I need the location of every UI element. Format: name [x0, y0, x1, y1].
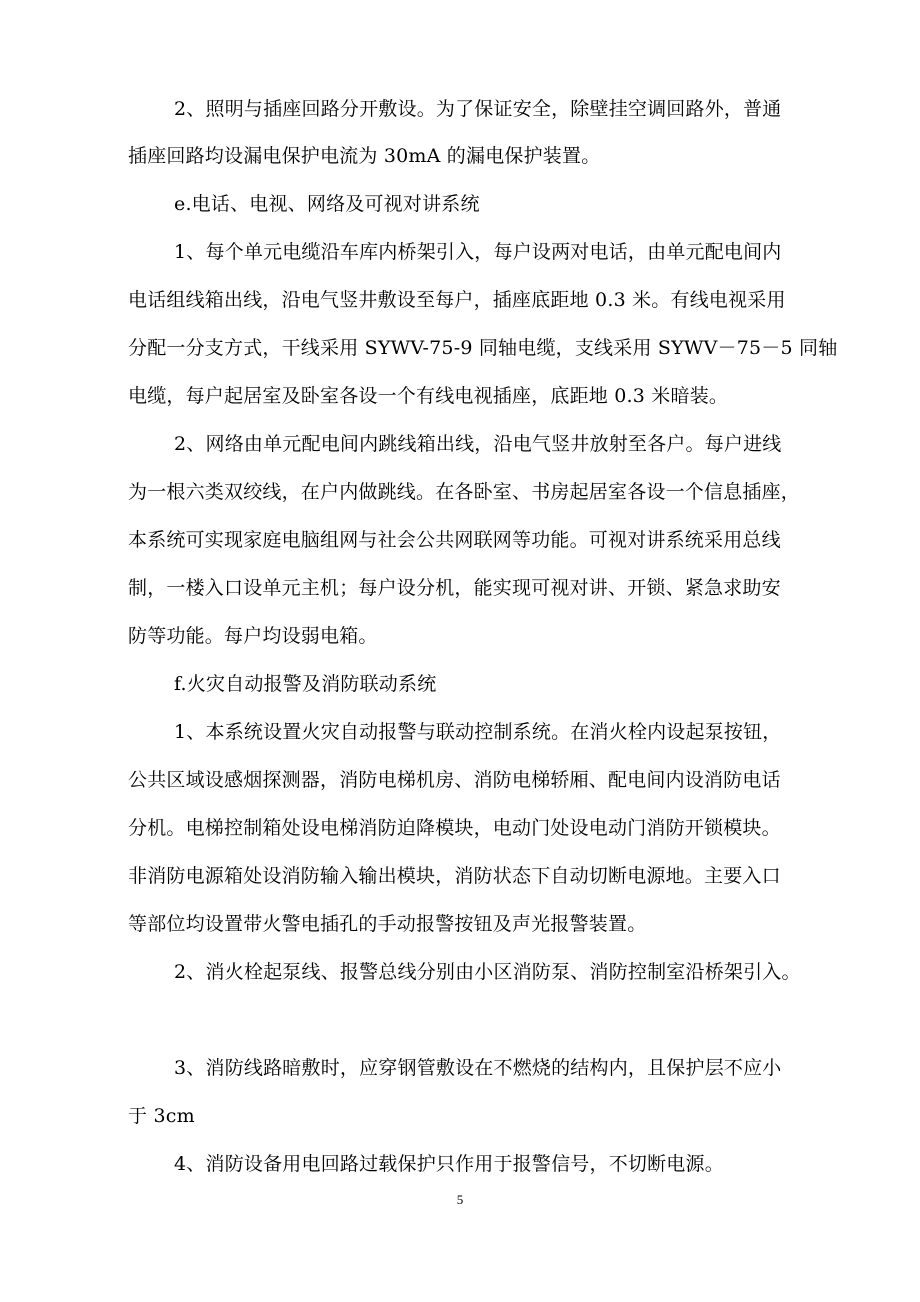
paragraph-line: 等部位均设置带火警电插孔的手动报警按钮及声光报警装置。 [128, 913, 647, 935]
paragraph-line: 本系统可实现家庭电脑组网与社会公共网联网等功能。可视对讲系统采用总线 [128, 529, 781, 551]
paragraph-line: 制，一楼入口设单元主机；每户设分机，能实现可视对讲、开锁、紧急求助安 [128, 577, 781, 599]
paragraph-line: 分配一分支方式，干线采用 SYWV-75-9 同轴电缆，支线采用 SYWV－75－5 同轴 [128, 337, 838, 359]
paragraph-line: 电话组线箱出线，沿电气竖井敷设至每户，插座底距地 0.3 米。有线电视采用 [128, 289, 786, 311]
section-heading-e: e.电话、电视、网络及可视对讲系统 [174, 193, 480, 215]
section-heading-f: f.火灾自动报警及消防联动系统 [174, 673, 437, 695]
paragraph-line: 2、照明与插座回路分开敷设。为了保证安全，除壁挂空调回路外，普通 [174, 98, 782, 120]
paragraph-line: 1、本系统设置火灾自动报警与联动控制系统。在消火栓内设起泵按钮， [174, 721, 782, 743]
page-number: 5 [456, 1192, 464, 1207]
paragraph-line: 分机。电梯控制箱处设电梯消防迫降模块，电动门处设电动门消防开锁模块。 [128, 817, 781, 839]
paragraph-line: 4、消防设备用电回路过载保护只作用于报警信号，不切断电源。 [174, 1153, 724, 1175]
paragraph-line: 非消防电源箱处设消防输入输出模块，消防状态下自动切断电源地。主要入口 [128, 865, 781, 887]
paragraph-line: 1、每个单元电缆沿车库内桥架引入，每户设两对电话，由单元配电间内 [174, 241, 782, 263]
paragraph-line: 2、消火栓起泵线、报警总线分别由小区消防泵、消防控制室沿桥架引入。 [174, 961, 801, 983]
paragraph-line: 插座回路均设漏电保护电流为 30mA 的漏电保护装置。 [128, 145, 601, 167]
paragraph-line: 公共区域设感烟探测器，消防电梯机房、消防电梯轿厢、配电间内设消防电话 [128, 769, 781, 791]
paragraph-line: 于 3cm [128, 1105, 195, 1127]
paragraph-line: 防等功能。每户均设弱电箱。 [128, 625, 378, 647]
paragraph-line: 为一根六类双绞线，在户内做跳线。在各卧室、书房起居室各设一个信息插座， [128, 481, 801, 503]
paragraph-line: 电缆，每户起居室及卧室各设一个有线电视插座，底距地 0.3 米暗装。 [128, 385, 729, 407]
paragraph-line: 3、消防线路暗敷时，应穿钢管敷设在不燃烧的结构内，且保护层不应小 [174, 1057, 782, 1079]
paragraph-line: 2、网络由单元配电间内跳线箱出线，沿电气竖井放射至各户。每户进线 [174, 433, 782, 455]
